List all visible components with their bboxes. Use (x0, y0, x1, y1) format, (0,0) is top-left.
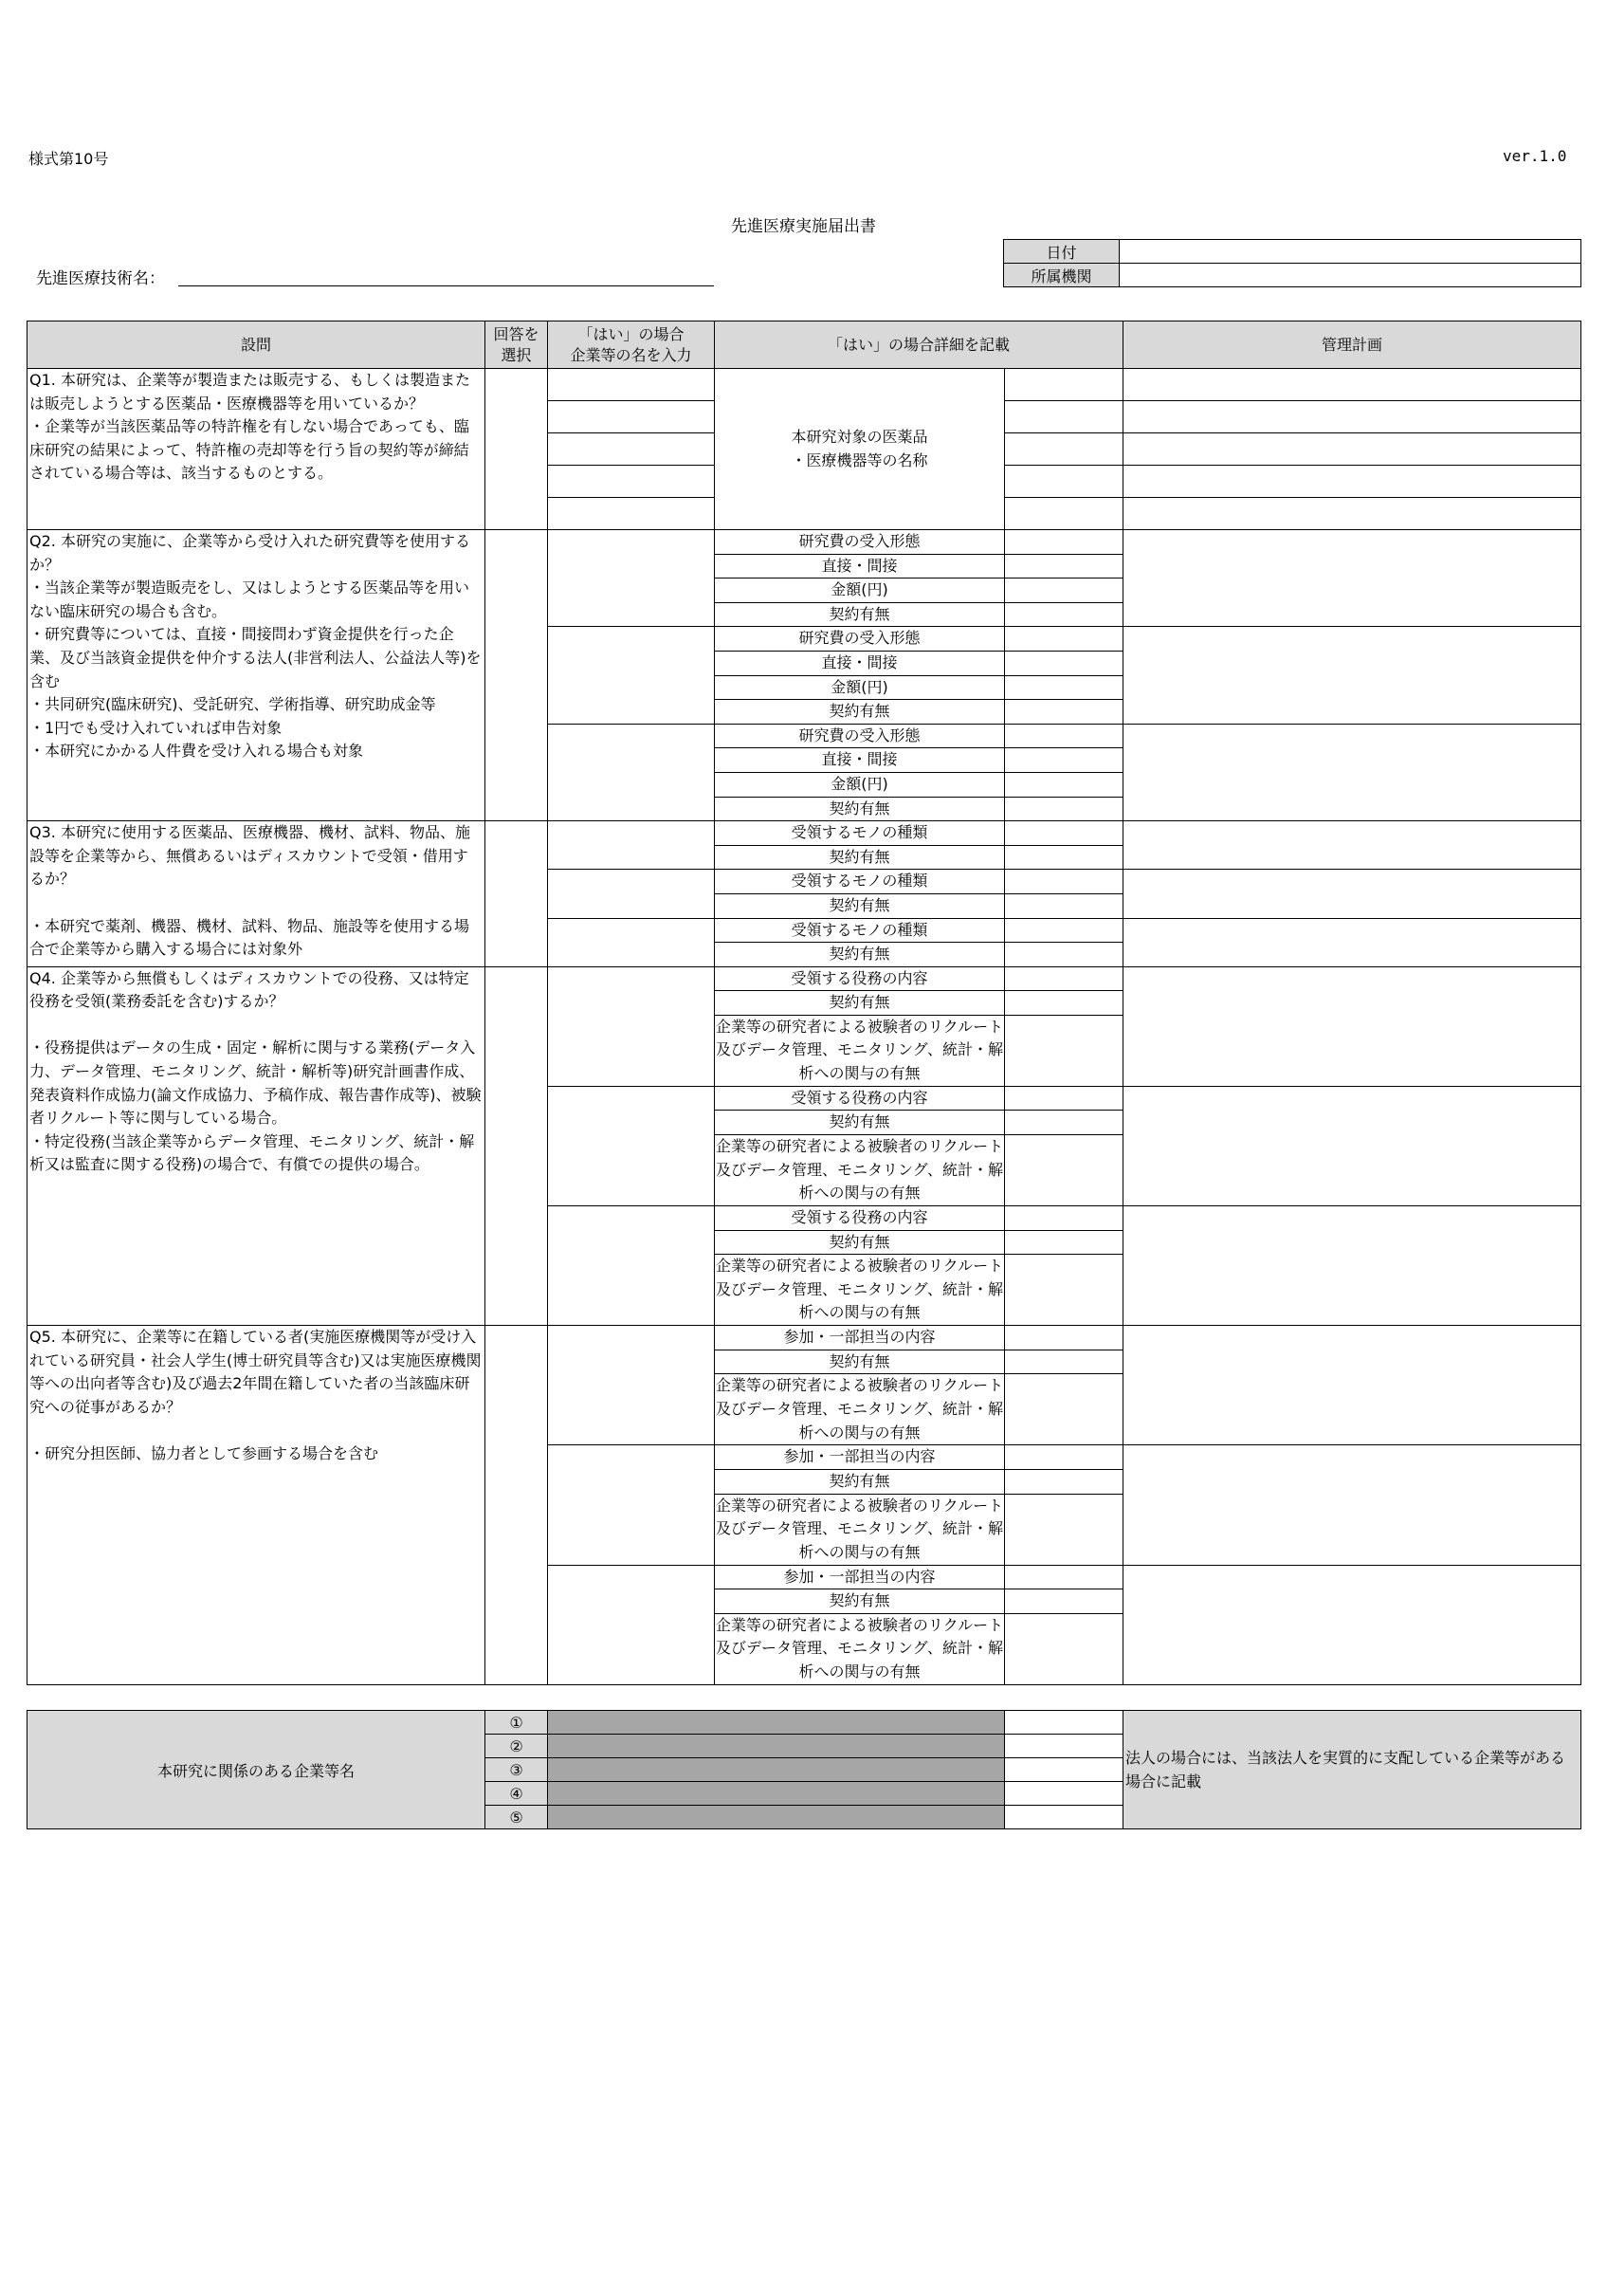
q4-company[interactable] (548, 1086, 715, 1205)
date-label: 日付 (1004, 240, 1120, 264)
row-number: ⑤ (485, 1806, 548, 1829)
q1-detail-value[interactable] (1005, 401, 1123, 433)
company-extra-input[interactable] (1005, 1782, 1123, 1806)
detail-value[interactable] (1005, 943, 1123, 967)
q1-company[interactable] (548, 466, 715, 498)
amount-label: 金額(円) (715, 579, 1005, 603)
detail-value[interactable] (1005, 554, 1123, 579)
participation-label: 参加・一部担当の内容 (715, 1565, 1005, 1589)
detail-value[interactable] (1005, 1589, 1123, 1614)
detail-value[interactable] (1005, 1015, 1123, 1086)
q3-text: Q3. 本研究に使用する医薬品、医療機器、機材、試料、物品、施設等を企業等から、無償あるいはディスカウントで受領・借用するか？ ・本研究で薬剤、機器、機材、試料、物品、施設等を使用する場合で企業等から購入する場合には対象外 (27, 821, 485, 967)
detail-value[interactable] (1005, 1470, 1123, 1495)
tech-name-label: 先進医療技術名： (36, 269, 165, 288)
company-name-input[interactable] (548, 1782, 1005, 1806)
q1-plan[interactable] (1123, 369, 1581, 401)
involvement-label: 企業等の研究者による被験者のリクルート及びデータ管理、モニタリング、統計・解析への関与の有無 (715, 1255, 1005, 1326)
detail-value[interactable] (1005, 1613, 1123, 1684)
contract-label: 契約有無 (715, 1230, 1005, 1255)
contract-label: 契約有無 (715, 1470, 1005, 1495)
involvement-label: 企業等の研究者による被験者のリクルート及びデータ管理、モニタリング、統計・解析への関与の有無 (715, 1613, 1005, 1684)
detail-value[interactable] (1005, 797, 1123, 821)
tech-name-input[interactable] (178, 285, 714, 286)
direct-indirect-label: 直接・間接 (715, 554, 1005, 579)
q2-company[interactable] (548, 627, 715, 724)
detail-value[interactable] (1005, 991, 1123, 1016)
contract-label: 契約有無 (715, 991, 1005, 1016)
detail-value[interactable] (1005, 530, 1123, 555)
detail-value[interactable] (1005, 918, 1123, 943)
q5-text: Q5. 本研究に、企業等に在籍している者(実施医療機関等が受け入れている研究員・社会人学生(博士研究員等含む)又は実施医療機関等への出向者等含む)及び過去2年間在籍していた者の当該臨床研究への従事があるか？ ・研究分担医師、協力者として参画する場合を含む (27, 1326, 485, 1685)
q1-detail-value[interactable] (1005, 433, 1123, 466)
q2-plan[interactable] (1123, 724, 1581, 820)
q1-plan[interactable] (1123, 498, 1581, 530)
q5-plan[interactable] (1123, 1565, 1581, 1684)
detail-value[interactable] (1005, 1326, 1123, 1350)
q4-answer[interactable] (485, 966, 548, 1326)
detail-value[interactable] (1005, 845, 1123, 870)
q3-company[interactable] (548, 918, 715, 966)
involvement-label: 企業等の研究者による被験者のリクルート及びデータ管理、モニタリング、統計・解析への関与の有無 (715, 1494, 1005, 1565)
detail-value[interactable] (1005, 1374, 1123, 1445)
direct-indirect-label: 直接・間接 (715, 651, 1005, 675)
detail-value[interactable] (1005, 1086, 1123, 1111)
company-name-input[interactable] (548, 1735, 1005, 1758)
goods-type-label: 受領するモノの種類 (715, 821, 1005, 846)
q4-text: Q4. 企業等から無償もしくはディスカウントでの役務、又は特定役務を受領(業務委託を含む)するか？ ・役務提供はデータの生成・固定・解析に関与する業務(データ入力、データ管理、モニタリング、統計・解析等)研究計画書作成、発表資料作成協力(論文作成協力、予稿作成、報告書作成等)、被験者リクルート等に関与している場合。 ・特定役務(当該企業等からデータ管理、モニタリング、統計・解析又は監査に関する役務)の場合で、有償での提供の場合。 (27, 966, 485, 1326)
q1-detail-value[interactable] (1005, 466, 1123, 498)
detail-value[interactable] (1005, 724, 1123, 748)
goods-type-label: 受領するモノの種類 (715, 918, 1005, 943)
row-number: ③ (485, 1758, 548, 1782)
company-name-input[interactable] (548, 1806, 1005, 1829)
detail-value[interactable] (1005, 1206, 1123, 1231)
service-content-label: 受領する役務の内容 (715, 966, 1005, 991)
q4-company[interactable] (548, 1206, 715, 1326)
contract-label: 契約有無 (715, 1111, 1005, 1135)
detail-value[interactable] (1005, 748, 1123, 773)
detail-value[interactable] (1005, 966, 1123, 991)
date-input[interactable] (1120, 240, 1581, 264)
detail-value[interactable] (1005, 700, 1123, 725)
involvement-label: 企業等の研究者による被験者のリクルート及びデータ管理、モニタリング、統計・解析への関与の有無 (715, 1135, 1005, 1206)
q2-plan[interactable] (1123, 530, 1581, 627)
q1-company[interactable] (548, 498, 715, 530)
row-number: ① (485, 1711, 548, 1735)
q2-text: Q2. 本研究の実施に、企業等から受け入れた研究費等を使用するか？ ・当該企業等が製造販売をし、又はしようとする医薬品等を用いない臨床研究の場合も含む。 ・研究費等については、直接・間接問わず資金提供を行った企業、及び当該資金提供を仲介する法人(非営利法人、公益法人等)を含む ・共同研究(臨床研究)、受託研究、学術指導、研究助成金等 ・1円でも受け入れていれば申告対象 ・本研究にかかる人件費を受け入れる場合も対象 (27, 530, 485, 821)
detail-value[interactable] (1005, 821, 1123, 846)
q3-company[interactable] (548, 870, 715, 918)
version-label: ver.1.0 (1503, 147, 1567, 165)
header-company-name: 「はい」の場合 企業等の名を入力 (548, 321, 715, 369)
participation-label: 参加・一部担当の内容 (715, 1326, 1005, 1350)
row-number: ② (485, 1735, 548, 1758)
header-plan: 管理計画 (1123, 321, 1581, 369)
detail-value[interactable] (1005, 1230, 1123, 1255)
affiliation-label: 所属機関 (1004, 264, 1120, 287)
q1-company[interactable] (548, 401, 715, 433)
detail-value[interactable] (1005, 675, 1123, 700)
involvement-label: 企業等の研究者による被験者のリクルート及びデータ管理、モニタリング、統計・解析への関与の有無 (715, 1015, 1005, 1086)
q5-plan[interactable] (1123, 1326, 1581, 1445)
company-name-input[interactable] (548, 1758, 1005, 1782)
q1-answer[interactable] (485, 369, 548, 530)
funding-form-label: 研究費の受入形態 (715, 627, 1005, 652)
q5-company[interactable] (548, 1565, 715, 1684)
contract-label: 契約有無 (715, 845, 1005, 870)
detail-value[interactable] (1005, 893, 1123, 918)
contract-label: 契約有無 (715, 893, 1005, 918)
company-name-input[interactable] (548, 1711, 1005, 1735)
detail-value[interactable] (1005, 651, 1123, 675)
contract-label: 契約有無 (715, 1589, 1005, 1614)
affiliation-input[interactable] (1120, 264, 1581, 287)
detail-value[interactable] (1005, 772, 1123, 797)
row-number: ④ (485, 1782, 548, 1806)
amount-label: 金額(円) (715, 675, 1005, 700)
q1-plan[interactable] (1123, 401, 1581, 433)
contract-label: 契約有無 (715, 700, 1005, 725)
related-companies-table (27, 1710, 1581, 1829)
q1-plan[interactable] (1123, 466, 1581, 498)
contract-label: 契約有無 (715, 797, 1005, 821)
detail-value[interactable] (1005, 870, 1123, 894)
company-extra-input[interactable] (1005, 1758, 1123, 1782)
related-companies-note: 法人の場合には、当該法人を実質的に支配している企業等がある場合に記載 (1123, 1711, 1581, 1829)
contract-label: 契約有無 (715, 602, 1005, 627)
funding-form-label: 研究費の受入形態 (715, 724, 1005, 748)
direct-indirect-label: 直接・間接 (715, 748, 1005, 773)
detail-value[interactable] (1005, 579, 1123, 603)
header-answer: 回答を 選択 (485, 321, 548, 369)
detail-value[interactable] (1005, 1111, 1123, 1135)
detail-value[interactable] (1005, 1255, 1123, 1326)
q2-company[interactable] (548, 724, 715, 820)
header-details: 「はい」の場合詳細を記載 (715, 321, 1123, 369)
meta-table (1003, 239, 1581, 287)
detail-value[interactable] (1005, 602, 1123, 627)
contract-label: 契約有無 (715, 1350, 1005, 1374)
q1-detail-value[interactable] (1005, 498, 1123, 530)
q2-answer[interactable] (485, 530, 548, 821)
amount-label: 金額(円) (715, 772, 1005, 797)
q3-answer[interactable] (485, 821, 548, 967)
q2-plan[interactable] (1123, 627, 1581, 724)
detail-value[interactable] (1005, 1135, 1123, 1206)
company-extra-input[interactable] (1005, 1735, 1123, 1758)
q4-company[interactable] (548, 966, 715, 1086)
q4-plan[interactable] (1123, 966, 1581, 1086)
service-content-label: 受領する役務の内容 (715, 1086, 1005, 1111)
form-number: 様式第10号 (28, 150, 109, 168)
page-title: 先進医療実施届出書 (731, 217, 876, 236)
goods-type-label: 受領するモノの種類 (715, 870, 1005, 894)
detail-value[interactable] (1005, 1445, 1123, 1470)
service-content-label: 受領する役務の内容 (715, 1206, 1005, 1231)
company-extra-input[interactable] (1005, 1806, 1123, 1829)
q1-company[interactable] (548, 433, 715, 466)
header-question: 設問 (27, 321, 485, 369)
q5-company[interactable] (548, 1445, 715, 1565)
q3-plan[interactable] (1123, 918, 1581, 966)
declaration-table (27, 321, 1581, 1685)
detail-value[interactable] (1005, 627, 1123, 652)
company-extra-input[interactable] (1005, 1711, 1123, 1735)
q2-company[interactable] (548, 530, 715, 627)
participation-label: 参加・一部担当の内容 (715, 1445, 1005, 1470)
detail-value[interactable] (1005, 1494, 1123, 1565)
contract-label: 契約有無 (715, 943, 1005, 967)
q1-plan[interactable] (1123, 433, 1581, 466)
q4-plan[interactable] (1123, 1086, 1581, 1205)
q1-detail-label: 本研究対象の医薬品 ・医療機器等の名称 (715, 369, 1005, 530)
q3-plan[interactable] (1123, 821, 1581, 870)
q1-company[interactable] (548, 369, 715, 401)
q1-text: Q1. 本研究は、企業等が製造または販売する、もしくは製造または販売しようとする医薬品・医療機器等を用いているか？ ・企業等が当該医薬品等の特許権を有しない場合であっても、臨床研究の結果によって、特許権の売却等を行う旨の契約等が締結されている場合等は、該当するものとする。 (27, 369, 485, 530)
related-companies-label: 本研究に関係のある企業等名 (27, 1711, 485, 1829)
q4-plan[interactable] (1123, 1206, 1581, 1326)
funding-form-label: 研究費の受入形態 (715, 530, 1005, 555)
q5-plan[interactable] (1123, 1445, 1581, 1565)
q1-detail-value[interactable] (1005, 369, 1123, 401)
q5-company[interactable] (548, 1326, 715, 1445)
involvement-label: 企業等の研究者による被験者のリクルート及びデータ管理、モニタリング、統計・解析への関与の有無 (715, 1374, 1005, 1445)
detail-value[interactable] (1005, 1350, 1123, 1374)
q3-company[interactable] (548, 821, 715, 870)
q5-answer[interactable] (485, 1326, 548, 1685)
q3-plan[interactable] (1123, 870, 1581, 918)
detail-value[interactable] (1005, 1565, 1123, 1589)
